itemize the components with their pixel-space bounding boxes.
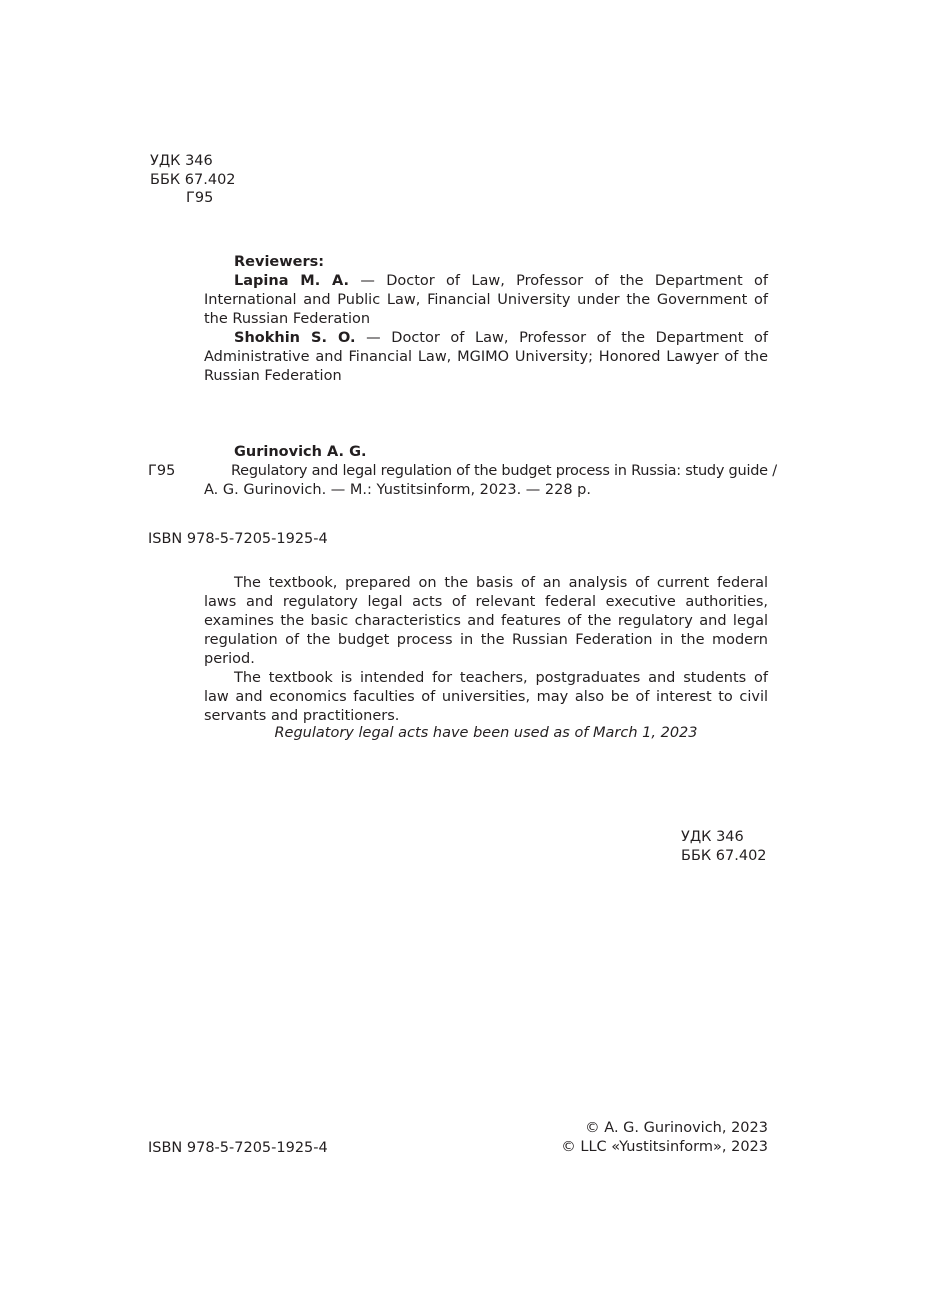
annotation-paragraph: The textbook is intended for teachers, postgraduates and students of law and economics faculties of universities, may also be of interest to civil servants and practitioners. — [204, 670, 768, 724]
reviewer-description: — Doctor of Law, Professor of the Department of Administrative and Financial Law, MGIMO University; Honored Lawyer of the Russian Federation — [204, 330, 768, 384]
reviewer-description: — Doctor of Law, Professor of the Department of International and Public Law, Financial University under the Government of the Russian Federation — [204, 273, 769, 327]
isbn-footer: ISBN 978-5-7205-1925-4 — [148, 1140, 328, 1156]
copyright-publisher: © LLC «Yustitsinform», 2023 — [561, 1139, 768, 1155]
catalog-description-line2: A. G. Gurinovich. — M.: Yustitsinform, 2023. — 228 p. — [204, 482, 591, 498]
catalog-description-line1: Regulatory and legal regulation of the budget process in Russia: study guide / — [231, 463, 777, 479]
annotation-note: Regulatory legal acts have been used as of March 1, 2023 — [274, 725, 698, 741]
author-mark-top: Г95 — [186, 190, 214, 206]
bbk-code-top: ББК 67.402 — [150, 172, 236, 188]
reviewer-entry — [204, 272, 768, 329]
reviewer-name: Shokhin S. O. — [234, 330, 356, 346]
bbk-code-right: ББК 67.402 — [681, 848, 767, 864]
isbn-top: ISBN 978-5-7205-1925-4 — [148, 531, 328, 547]
reviewer-name: Lapina M. A. — [234, 273, 349, 289]
reviewers-title: Reviewers: — [234, 254, 325, 270]
annotation-section — [204, 574, 768, 726]
catalog-mark: Г95 — [148, 463, 176, 479]
reviewers-section — [204, 253, 768, 386]
annotation-paragraph: The textbook, prepared on the basis of an analysis of current federal laws and regulatory legal acts of relevant federal executive authorities, examines the basic characteristics and features of the regulatory and legal regulation of the budget process in the Russian Federation in the modern period. — [204, 575, 768, 667]
reviewer-entry — [204, 329, 768, 386]
catalog-author-heading: Gurinovich A. G. — [234, 444, 367, 460]
udk-code-right: УДК 346 — [681, 829, 744, 845]
copyright-author: © A. G. Gurinovich, 2023 — [585, 1120, 768, 1136]
udk-code-top: УДК 346 — [150, 153, 213, 169]
